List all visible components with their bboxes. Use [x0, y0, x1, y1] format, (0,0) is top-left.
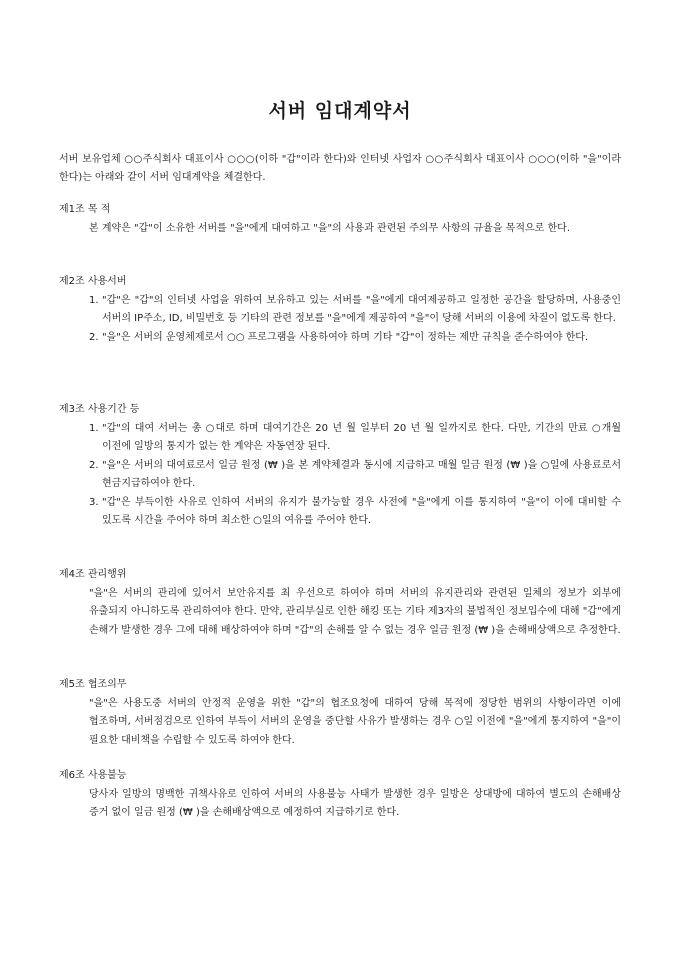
- list-item: [89, 420, 621, 457]
- article-6: [59, 767, 621, 823]
- article-clause-list: [59, 292, 621, 348]
- article-5: [59, 676, 621, 750]
- document-title: 서버 임대계약서: [268, 100, 412, 122]
- list-item: [89, 329, 621, 348]
- article-heading: 제5조 협조의무: [59, 679, 127, 690]
- clause-number: 2.: [89, 459, 99, 471]
- article-heading: 제4조 관리행위: [59, 569, 127, 580]
- article-body: 본 계약은 "갑"이 소유한 서버를 "을"에게 대여하고 "을"의 사용과 관련된 주의무 사항의 규율을 목적으로 한다.: [89, 222, 570, 234]
- article-heading: 제1조 목 적: [59, 204, 111, 215]
- clause-number: 1.: [89, 422, 99, 434]
- list-item: [89, 457, 621, 494]
- article-3: [59, 401, 621, 531]
- article-body: "을"은 서버의 관리에 있어서 보안유지를 최 우선으로 하여야 하며 서버의 유지관리와 관련된 일체의 정보가 외부에 유출되지 아니하도록 관리하여야 한다. 만약, 관리부실로 인한 해킹 또는 기타 제3자의 불법적인 정보입수에 대해 "갑"에게 손해가 발생한 경우 그에 대해 배상하여야 하며 "갑"의 손해를 알 수 없는 경우 일금 원정 (₩ )을 손해배상액으로 추정한다.: [89, 587, 621, 636]
- article-body: 당사자 일방의 명백한 귀책사유로 인하여 서버의 사용불능 사태가 발생한 경우 일방은 상대방에 대하여 별도의 손해배상 증거 없이 일금 원정 (₩ )을 손해배상액으로 예정하여 지급하기로 한다.: [89, 788, 621, 818]
- article-4: [59, 566, 621, 640]
- clause-text: "을"은 서버의 운영체제로서 ○○ 프로그램을 사용하여야 하며 기타 "갑"이 정하는 제반 규칙을 준수하여야 한다.: [102, 331, 589, 343]
- article-heading: 제3조 사용기간 등: [59, 404, 140, 415]
- clause-number: 2.: [89, 331, 99, 343]
- article-1: [59, 201, 621, 238]
- clause-number: 3.: [89, 496, 99, 508]
- clause-text: "갑"은 "갑"의 인터넷 사업을 위하여 보유하고 있는 서버를 "을"에게 대여제공하고 일정한 공간을 할당하며, 사용중인 서버의 IP주소, ID, 비밀번호 등 기타의 관련 정보를 "을"에게 제공하여 "을"이 당해 서버의 이용에 차질이 없도록 한다.: [102, 294, 621, 324]
- clause-text: "갑"의 대여 서버는 총 ○대로 하며 대여기간은 20 년 월 일부터 20 년 월 일까지로 한다. 다만, 기간의 만료 ○개월 이전에 일방의 통지가 없는 한 계약은 자동연장 된다.: [102, 422, 621, 452]
- list-item: [89, 292, 621, 329]
- article-2: [59, 273, 621, 347]
- intro-paragraph: 서버 보유업체 ○○주식회사 대표이사 ○○○(이하 "갑"이라 한다)와 인터넷 사업자 ○○주식회사 대표이사 ○○○(이하 "을"이라 한다)는 아래와 같이 서버 임대계약을 체결한다.: [59, 154, 621, 183]
- article-clause-list: [59, 420, 621, 531]
- article-body: "을"은 사용도중 서버의 안정적 운영을 위한 "갑"의 협조요청에 대하여 당해 목적에 정당한 범위의 사항이라면 이에 협조하며, 서버점검으로 인하여 부득이 서버의 운영을 중단할 사유가 발생하는 경우 ○일 이전에 "을"에게 통지하여 "을"이 필요한 대비책을 수립할 수 있도록 하여야 한다.: [89, 697, 621, 746]
- article-heading: 제6조 사용불능: [59, 770, 127, 781]
- article-heading: 제2조 사용서버: [59, 276, 127, 287]
- clause-number: 1.: [89, 294, 99, 306]
- clause-text: "갑"은 부득이한 사유로 인하여 서버의 유지가 불가능할 경우 사전에 "을"에게 이를 통지하여 "을"이 이에 대비할 수 있도록 시간을 주어야 하며 최소한 ○일의 여유를 주어야 한다.: [102, 496, 621, 526]
- clause-text: "을"은 서버의 대여료로서 일금 원정 (₩ )을 본 계약체결과 동시에 지급하고 매월 일금 원정 (₩ )을 ○일에 사용료로서 현금지급하여야 한다.: [102, 459, 621, 489]
- list-item: [89, 494, 621, 531]
